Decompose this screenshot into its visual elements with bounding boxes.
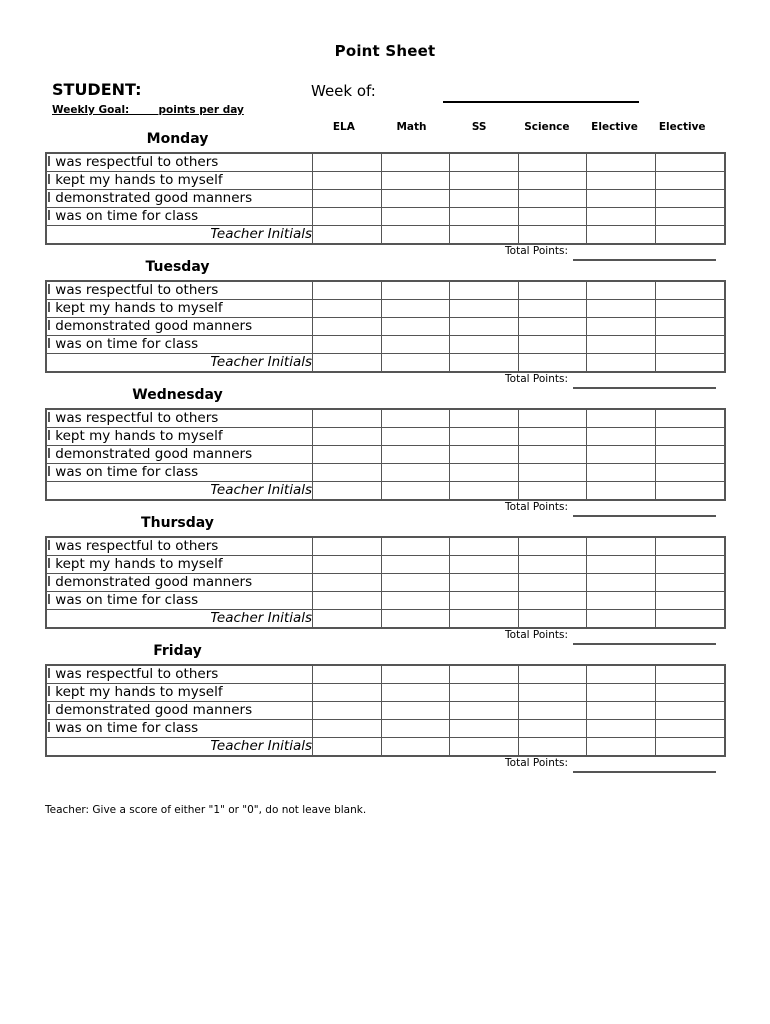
score-cell[interactable] [381,592,450,610]
behavior-label: I was respectful to others [46,665,313,684]
score-cell[interactable] [381,684,450,702]
score-cell[interactable] [518,446,587,464]
behavior-label: I was on time for class [46,592,313,610]
initials-cell[interactable] [450,226,519,245]
score-cell[interactable] [518,336,587,354]
initials-cell[interactable] [518,482,587,501]
score-cell[interactable] [587,537,656,556]
day-table [45,152,726,245]
table-row [46,446,725,464]
day-block-wednesday [45,387,716,513]
score-cell[interactable] [587,684,656,702]
table-row [46,702,725,720]
score-cell[interactable] [381,153,450,172]
score-cell[interactable] [450,336,519,354]
score-cell[interactable] [313,684,382,702]
weekly-goal-label: Weekly Goal: points per day [52,104,244,116]
score-cell[interactable] [655,190,724,208]
column-header-4: Elective [591,121,638,133]
score-cell[interactable] [313,300,382,318]
initials-cell[interactable] [587,354,656,373]
initials-cell[interactable] [313,354,382,373]
score-cell[interactable] [381,281,450,300]
week-of-label: Week of: [311,82,376,100]
behavior-label: I demonstrated good manners [46,190,313,208]
initials-cell[interactable] [655,482,724,501]
score-cell[interactable] [518,300,587,318]
table-row [46,226,725,245]
score-cell[interactable] [381,464,450,482]
score-cell[interactable] [313,556,382,574]
table-row [46,172,725,190]
score-cell[interactable] [450,702,519,720]
initials-cell[interactable] [518,738,587,757]
score-cell[interactable] [587,409,656,428]
score-cell[interactable] [381,665,450,684]
score-cell[interactable] [381,208,450,226]
teacher-initials-label: Teacher Initials [46,738,313,757]
table-row [46,190,725,208]
behavior-label: I was on time for class [46,336,313,354]
score-cell[interactable] [381,720,450,738]
column-header-3: Science [524,121,570,133]
score-cell[interactable] [587,318,656,336]
score-cell[interactable] [313,281,382,300]
score-cell[interactable] [450,172,519,190]
score-cell[interactable] [381,556,450,574]
score-cell[interactable] [450,684,519,702]
score-cell[interactable] [655,300,724,318]
initials-cell[interactable] [313,738,382,757]
initials-cell[interactable] [381,610,450,629]
initials-cell[interactable] [450,482,519,501]
initials-cell[interactable] [655,354,724,373]
score-cell[interactable] [518,281,587,300]
initials-cell[interactable] [313,610,382,629]
score-cell[interactable] [655,208,724,226]
score-cell[interactable] [313,428,382,446]
score-cell[interactable] [313,446,382,464]
score-cell[interactable] [655,428,724,446]
behavior-label: I demonstrated good manners [46,574,313,592]
score-cell[interactable] [450,428,519,446]
score-cell[interactable] [655,556,724,574]
behavior-label: I demonstrated good manners [46,702,313,720]
table-row [46,720,725,738]
behavior-label: I was on time for class [46,720,313,738]
score-cell[interactable] [587,208,656,226]
score-cell[interactable] [313,464,382,482]
score-cell[interactable] [655,574,724,592]
initials-cell[interactable] [655,738,724,757]
score-cell[interactable] [587,153,656,172]
day-block-monday [45,131,716,257]
score-cell[interactable] [655,720,724,738]
score-cell[interactable] [655,537,724,556]
initials-cell[interactable] [518,610,587,629]
score-cell[interactable] [655,464,724,482]
day-table [45,408,726,501]
table-row [46,354,725,373]
initials-cell[interactable] [450,610,519,629]
score-cell[interactable] [450,464,519,482]
initials-cell[interactable] [381,354,450,373]
score-cell[interactable] [313,409,382,428]
score-cell[interactable] [518,318,587,336]
total-points-input[interactable] [573,771,716,773]
score-cell[interactable] [655,446,724,464]
column-header-2: SS [471,121,487,133]
score-cell[interactable] [450,574,519,592]
score-cell[interactable] [313,720,382,738]
score-cell[interactable] [655,702,724,720]
table-row [46,153,725,172]
initials-cell[interactable] [587,482,656,501]
score-cell[interactable] [518,684,587,702]
column-header-0: ELA [332,121,355,133]
score-cell[interactable] [450,556,519,574]
score-cell[interactable] [313,665,382,684]
score-cell[interactable] [655,409,724,428]
score-cell[interactable] [450,446,519,464]
page-title: Point Sheet [334,42,436,60]
score-cell[interactable] [587,190,656,208]
score-cell[interactable] [518,153,587,172]
table-row [46,482,725,501]
score-cell[interactable] [381,318,450,336]
score-cell[interactable] [313,702,382,720]
behavior-label: I was on time for class [46,464,313,482]
score-cell[interactable] [518,720,587,738]
score-cell[interactable] [450,190,519,208]
table-row [46,318,725,336]
table-row [46,684,725,702]
score-cell[interactable] [518,409,587,428]
score-cell[interactable] [587,446,656,464]
score-cell[interactable] [518,574,587,592]
total-points-label: Total Points: [505,373,568,385]
day-heading-friday: Friday [153,643,202,659]
behavior-label: I was respectful to others [46,409,313,428]
score-cell[interactable] [655,153,724,172]
score-cell[interactable] [450,409,519,428]
score-cell[interactable] [381,300,450,318]
total-points-label: Total Points: [505,501,568,513]
score-cell[interactable] [518,190,587,208]
score-cell[interactable] [450,665,519,684]
initials-cell[interactable] [381,738,450,757]
behavior-label: I kept my hands to myself [46,684,313,702]
behavior-label: I was respectful to others [46,153,313,172]
total-points-input[interactable] [573,515,716,517]
score-cell[interactable] [655,318,724,336]
score-cell[interactable] [518,428,587,446]
initials-cell[interactable] [587,738,656,757]
score-cell[interactable] [313,537,382,556]
score-cell[interactable] [587,665,656,684]
total-points-row [45,757,716,773]
initials-cell[interactable] [587,610,656,629]
score-cell[interactable] [450,318,519,336]
behavior-label: I kept my hands to myself [46,300,313,318]
initials-cell[interactable] [587,226,656,245]
score-cell[interactable] [313,592,382,610]
score-cell[interactable] [518,172,587,190]
score-cell[interactable] [381,190,450,208]
initials-cell[interactable] [518,354,587,373]
score-cell[interactable] [381,409,450,428]
initials-cell[interactable] [450,738,519,757]
score-cell[interactable] [313,208,382,226]
score-cell[interactable] [587,281,656,300]
score-cell[interactable] [587,336,656,354]
score-cell[interactable] [313,190,382,208]
score-cell[interactable] [518,592,587,610]
initials-cell[interactable] [313,482,382,501]
initials-cell[interactable] [313,226,382,245]
table-row [46,574,725,592]
score-cell[interactable] [655,665,724,684]
day-table [45,536,726,629]
score-cell[interactable] [518,464,587,482]
score-cell[interactable] [313,574,382,592]
week-of-input[interactable] [443,101,639,103]
total-points-input[interactable] [573,387,716,389]
table-row [46,537,725,556]
day-heading-monday: Monday [146,131,209,147]
score-cell[interactable] [587,464,656,482]
score-cell[interactable] [313,318,382,336]
score-cell[interactable] [655,336,724,354]
behavior-label: I was on time for class [46,208,313,226]
score-cell[interactable] [518,702,587,720]
score-cell[interactable] [381,537,450,556]
behavior-label: I demonstrated good manners [46,446,313,464]
total-points-label: Total Points: [505,757,568,769]
column-header-5: Elective [658,121,706,133]
score-cell[interactable] [655,281,724,300]
score-cell[interactable] [587,428,656,446]
table-row [46,300,725,318]
table-row [46,409,725,428]
teacher-initials-label: Teacher Initials [46,482,313,501]
table-row [46,556,725,574]
score-cell[interactable] [587,300,656,318]
initials-cell[interactable] [381,482,450,501]
day-block-friday [45,643,716,769]
initials-cell[interactable] [655,610,724,629]
behavior-label: I kept my hands to myself [46,556,313,574]
score-cell[interactable] [587,556,656,574]
behavior-label: I demonstrated good manners [46,318,313,336]
table-row [46,281,725,300]
initials-cell[interactable] [655,226,724,245]
score-cell[interactable] [655,172,724,190]
score-cell[interactable] [381,574,450,592]
table-row [46,428,725,446]
footer-note: Teacher: Give a score of either "1" or "0", do not leave blank. [45,804,367,816]
table-row [46,665,725,684]
score-cell[interactable] [518,208,587,226]
teacher-initials-label: Teacher Initials [46,226,313,245]
score-cell[interactable] [518,665,587,684]
score-cell[interactable] [587,702,656,720]
initials-cell[interactable] [450,354,519,373]
student-label: STUDENT: [52,80,142,99]
score-cell[interactable] [450,208,519,226]
score-cell[interactable] [381,702,450,720]
table-row [46,208,725,226]
score-cell[interactable] [655,592,724,610]
day-heading-tuesday: Tuesday [145,259,210,275]
score-cell[interactable] [313,336,382,354]
table-row [46,610,725,629]
score-cell[interactable] [587,720,656,738]
total-points-label: Total Points: [505,245,568,257]
score-cell[interactable] [587,574,656,592]
initials-cell[interactable] [518,226,587,245]
score-cell[interactable] [518,537,587,556]
score-cell[interactable] [450,592,519,610]
initials-cell[interactable] [381,226,450,245]
total-points-input[interactable] [573,643,716,645]
score-cell[interactable] [381,428,450,446]
column-header-1: Math [396,121,427,133]
day-block-tuesday [45,259,716,385]
score-cell[interactable] [381,172,450,190]
table-row [46,592,725,610]
total-points-label: Total Points: [505,629,568,641]
score-cell[interactable] [450,300,519,318]
score-cell[interactable] [381,336,450,354]
score-cell[interactable] [450,537,519,556]
day-block-thursday [45,515,716,641]
score-cell[interactable] [450,281,519,300]
score-cell[interactable] [587,592,656,610]
score-cell[interactable] [587,172,656,190]
score-cell[interactable] [313,153,382,172]
score-cell[interactable] [655,684,724,702]
teacher-initials-label: Teacher Initials [46,610,313,629]
day-heading-thursday: Thursday [141,515,214,531]
table-row [46,464,725,482]
score-cell[interactable] [518,556,587,574]
teacher-initials-label: Teacher Initials [46,354,313,373]
table-row [46,336,725,354]
behavior-label: I was respectful to others [46,537,313,556]
behavior-label: I kept my hands to myself [46,428,313,446]
score-cell[interactable] [313,172,382,190]
behavior-label: I kept my hands to myself [46,172,313,190]
column-headers [310,121,716,133]
day-table [45,280,726,373]
score-cell[interactable] [381,446,450,464]
score-cell[interactable] [450,153,519,172]
day-table [45,664,726,757]
table-row [46,738,725,757]
total-points-input[interactable] [573,259,716,261]
day-heading-wednesday: Wednesday [132,387,223,403]
behavior-label: I was respectful to others [46,281,313,300]
score-cell[interactable] [450,720,519,738]
